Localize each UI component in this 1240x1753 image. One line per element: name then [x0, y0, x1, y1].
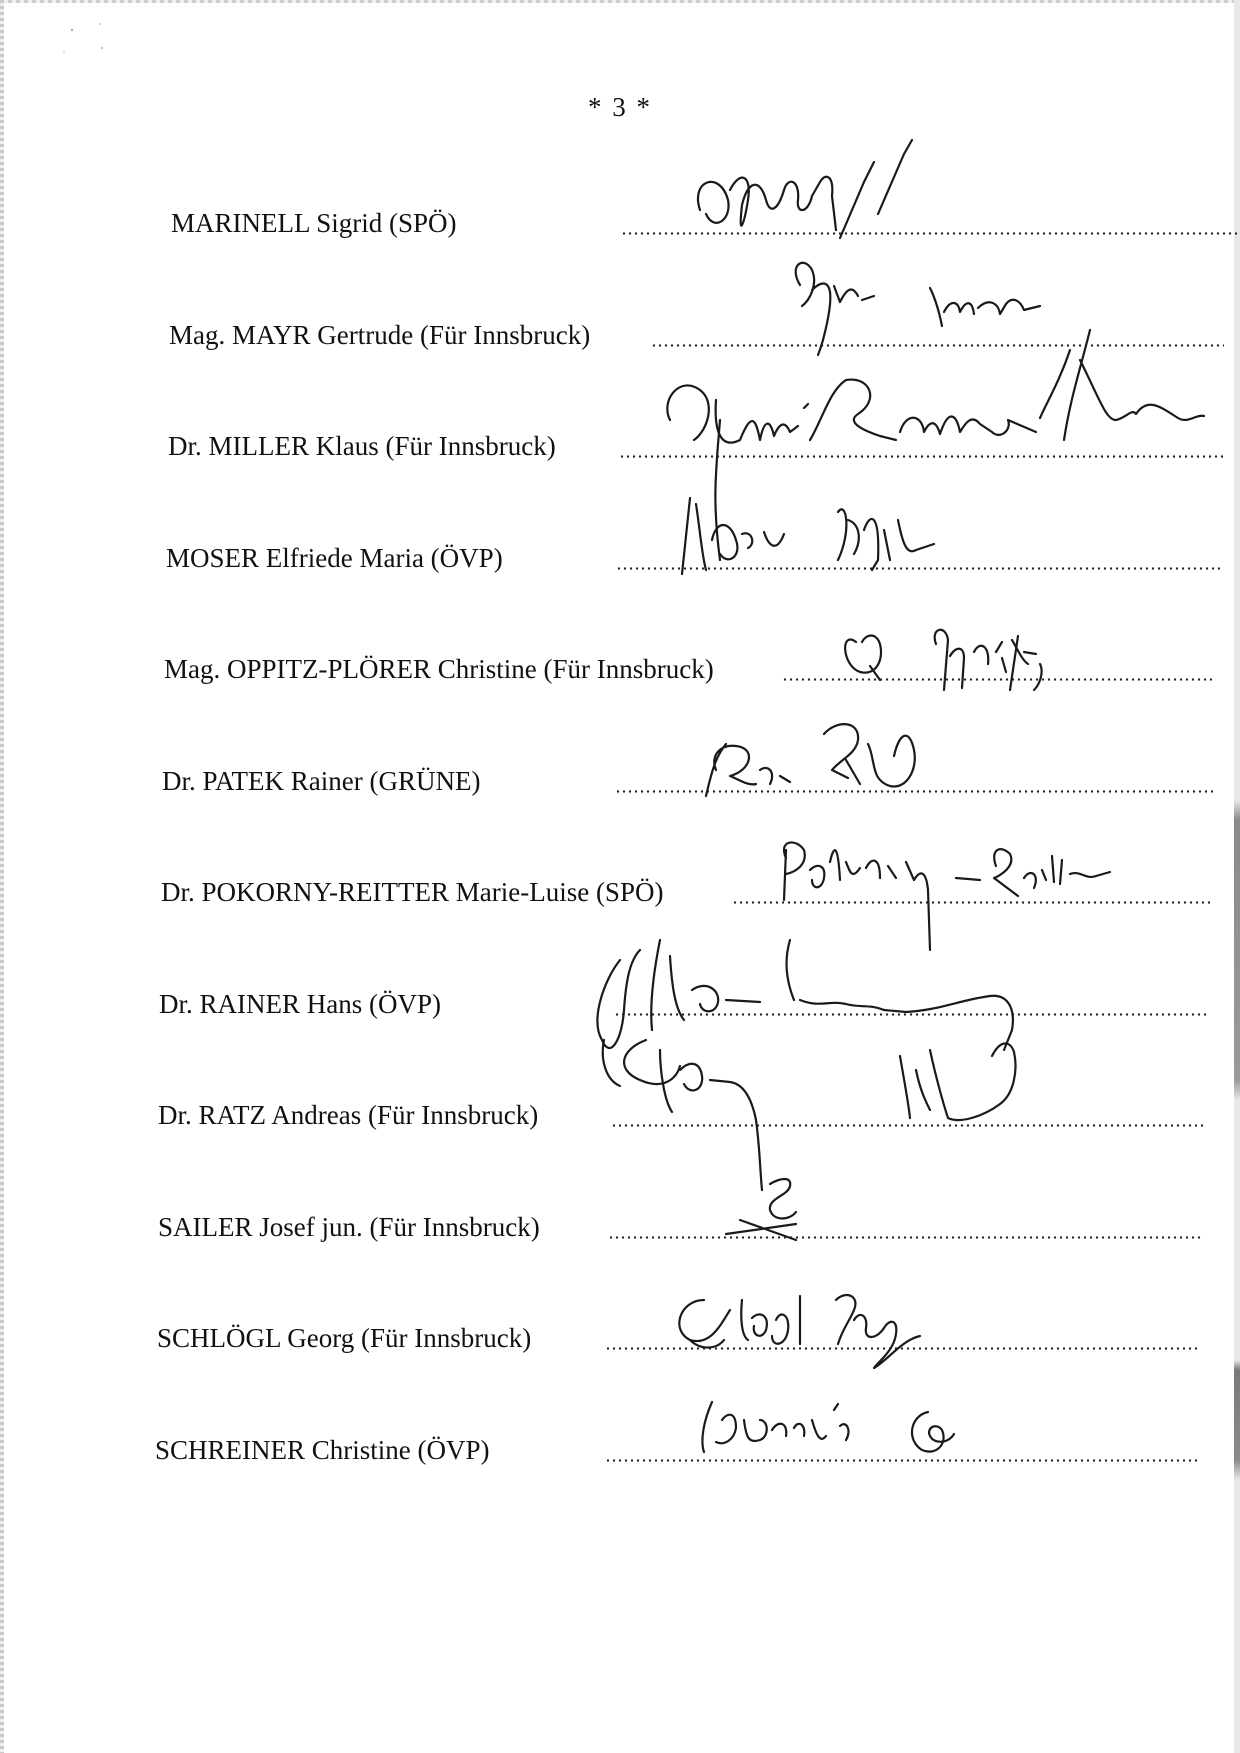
scan-edge-top: [0, 0, 1240, 3]
signature-line: [732, 901, 1210, 904]
signatory-name: Mag. MAYR Gertrude (Für Innsbruck): [169, 320, 591, 350]
signature-row-mayr: [169, 315, 1069, 355]
signature-row-oppitz: [164, 649, 1064, 689]
signature-line: [615, 790, 1213, 793]
signature-line: [608, 1236, 1202, 1239]
signatory-name: Dr. RATZ Andreas (Für Innsbruck): [158, 1100, 539, 1130]
signature-line: [782, 678, 1216, 681]
signature-row-miller: [168, 426, 1068, 466]
signatory-name: SCHLÖGL Georg (Für Innsbruck): [157, 1323, 532, 1353]
signatory-name: Dr. RAINER Hans (ÖVP): [159, 989, 441, 1019]
signature-line: [611, 1124, 1204, 1127]
signature-line: [621, 232, 1237, 235]
signature-line: [614, 1013, 1206, 1016]
signatory-name: Mag. OPPITZ-PLÖRER Christine (Für Innsbruck): [164, 654, 714, 684]
signatory-name: MARINELL Sigrid (SPÖ): [171, 208, 457, 238]
signature-row-schloegl: [157, 1318, 1057, 1358]
signature-row-patek: [162, 761, 1062, 801]
signature-row-pokorny-reitter: [161, 872, 1061, 912]
signature-row-schreiner: [155, 1430, 1055, 1470]
signature-line: [605, 1347, 1199, 1350]
scan-edge-right: [1234, 0, 1240, 1753]
signatory-name: SCHREINER Christine (ÖVP): [155, 1435, 490, 1465]
signature-row-ratz: [158, 1095, 1058, 1135]
signatory-name: Dr. MILLER Klaus (Für Innsbruck): [168, 431, 556, 461]
scan-edge-left: [0, 0, 4, 1753]
signature-line: [605, 1459, 1197, 1462]
signatory-name: MOSER Elfriede Maria (ÖVP): [166, 543, 503, 573]
signature-row-rainer: [159, 984, 1059, 1024]
signature-row-moser: [166, 538, 1066, 578]
signatory-name: Dr. PATEK Rainer (GRÜNE): [162, 766, 481, 796]
signature-line: [616, 567, 1220, 570]
signature-line: [651, 344, 1224, 347]
signature-line: [619, 455, 1224, 458]
scan-specks: [30, 20, 120, 60]
signature-row-sailer: [158, 1207, 1058, 1247]
signatory-name: SAILER Josef jun. (Für Innsbruck): [158, 1212, 540, 1242]
signatory-name: Dr. POKORNY-REITTER Marie-Luise (SPÖ): [161, 877, 664, 907]
page-number: * 3 *: [588, 92, 652, 122]
signature-row-marinell: [171, 203, 1071, 243]
